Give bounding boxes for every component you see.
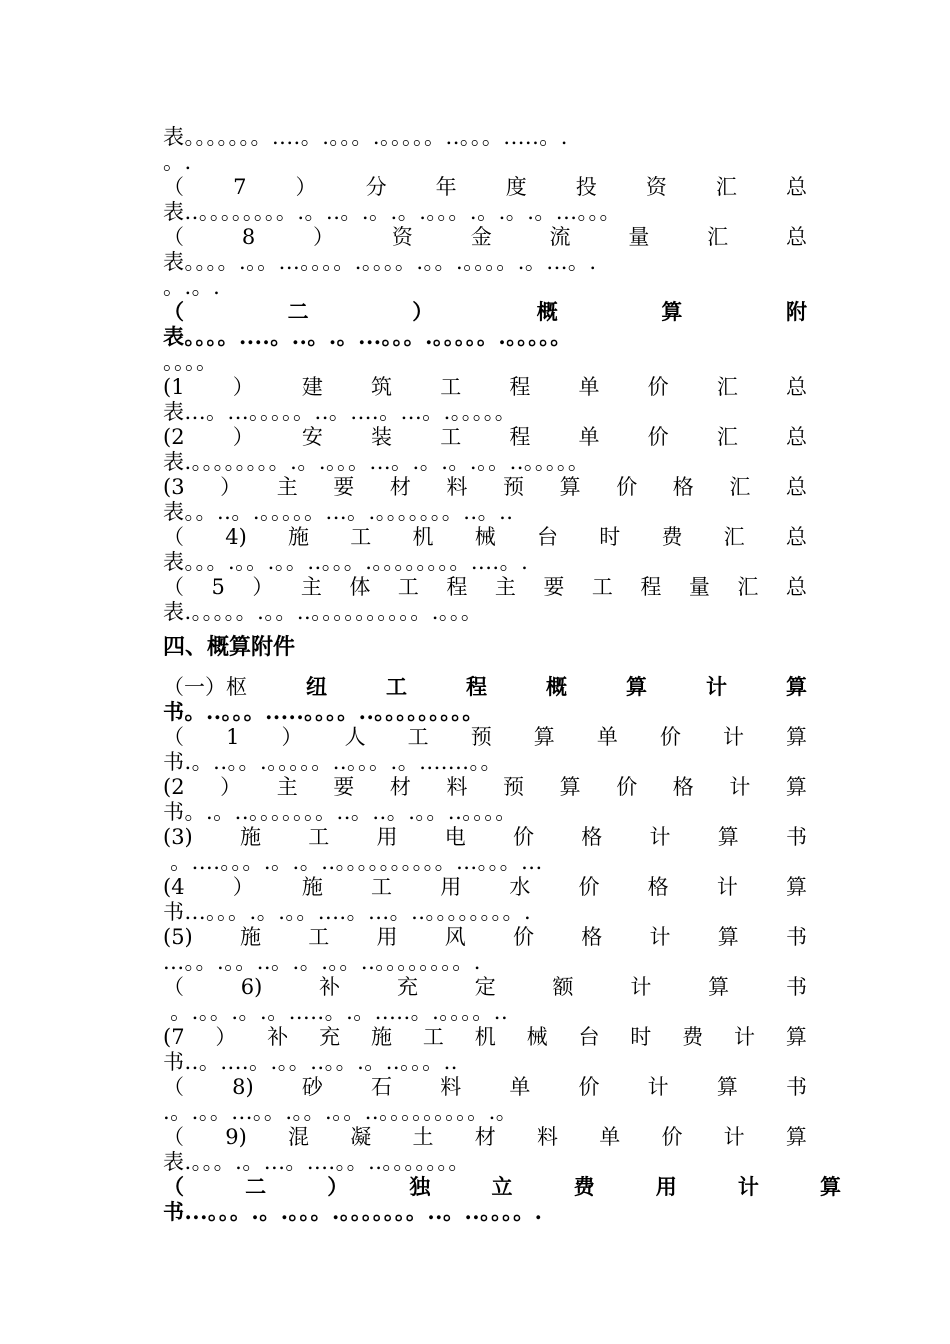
toc-leader-line: 表.。。。.。...。....。。..。。。。。。。: [163, 1150, 470, 1174]
toc-entry-main-work-quantity[interactable]: （ 5 ） 主 体 工 程 主 要 工 程 量 汇 总: [163, 575, 807, 599]
toc-entry-building-unit-price[interactable]: (1 ） 建 筑 工 程 单 价 汇 总: [163, 375, 807, 399]
toc-leader-line: 表。。。。....。..。.。...。。。.。。。。。.。。。。。: [163, 324, 572, 349]
toc-entry-annual-investment[interactable]: （ 7 ） 分 年 度 投 资 汇 总: [163, 175, 807, 199]
toc-leader-line: 表.。。。。。.。。..。。。。。。。。。。.。。。: [163, 600, 483, 624]
section-heading-estimate-attachments: 四、概算附件: [163, 634, 296, 660]
toc-leader-line: 书.。..。。.。。。。。..。。。.。.......。。: [163, 750, 502, 774]
toc-leader-line: ...。。.。。..。.。.。。..。。。。。。。。.: [163, 950, 481, 974]
toc-leader-line: 表。。。。。。。....。.。。。.。。。。。..。。。.....。.: [163, 125, 568, 149]
toc-entry-concrete-material-price[interactable]: （ 9) 混 凝 土 材 料 单 价 计 算: [163, 1125, 807, 1149]
toc-entry-labor-unit-price[interactable]: （ 1 ） 人 工 预 算 单 价 计 算: [163, 725, 807, 749]
toc-leader-line: 表。。。。.。。...。。。。.。。。。.。。.。。。。.。...。.: [163, 250, 597, 274]
toc-entry-electricity-price[interactable]: (3) 施 工 用 电 价 格 计 算 书: [163, 825, 807, 849]
toc-entry-aggregate-unit-price[interactable]: （ 8) 砂 石 料 单 价 计 算 书: [163, 1075, 807, 1099]
toc-leader-line: 表。。..。.。。。。。...。.。。。。。。。..。..: [163, 500, 514, 524]
toc-leader-line: 书..。....。.。。..。。.。..。。。..: [163, 1050, 458, 1074]
toc-leader-line: 书...。。。.。.。。....。...。..。。。。。。。。.: [163, 900, 532, 924]
toc-leader-line: 。....。。。.。.。..。。。。。。。。。。...。。。...: [163, 850, 543, 874]
toc-section-hub-calculation[interactable]: （一）枢 纽 工 程 概 算 计 算: [163, 674, 807, 699]
toc-entry-supplementary-quota[interactable]: （ 6) 补 充 定 额 计 算 书: [163, 975, 807, 999]
toc-entry-air-price[interactable]: (5) 施 工 用 风 价 格 计 算 书: [163, 925, 807, 949]
toc-leader-line: .。.。。...。。.。。.。。..。。。。。。。。。.。: [163, 1100, 518, 1124]
toc-leader-line: 。.: [163, 150, 192, 174]
toc-entry-material-price-calc[interactable]: (2 ） 主 要 材 料 预 算 价 格 计 算: [163, 775, 807, 799]
toc-leader-line: 表..。。。。。。。。.。..。.。.。.。。。.。.。.。...。。。: [163, 200, 621, 224]
toc-entry-cash-flow[interactable]: （ 8 ） 资 金 流 量 汇 总: [163, 225, 807, 249]
toc-leader-line: 表。。。.。。.。。..。。。.。。。。。。。。....。.: [163, 550, 529, 574]
toc-entry-supplementary-machine-hour[interactable]: (7 ） 补 充 施 工 机 械 台 时 费 计 算: [163, 1025, 807, 1049]
toc-entry-main-material-price[interactable]: (3 ） 主 要 材 料 预 算 价 格 汇 总: [163, 475, 807, 499]
toc-entry-water-price[interactable]: (4 ） 施 工 用 水 价 格 计 算: [163, 875, 807, 899]
toc-entry-machine-hour-cost[interactable]: （ 4) 施 工 机 械 台 时 费 汇 总: [163, 525, 807, 549]
toc-leader-line: 表.。。。。。。。。.。.。。。...。.。.。.。。..。。。。。: [163, 450, 590, 474]
toc-section-estimate-appendix[interactable]: （ 二 ） 概 算 附: [163, 299, 807, 324]
toc-leader-line: 书。..。。。.....。。。。..。。。。。。。。。: [163, 699, 484, 724]
toc-leader-line: 表...。...。。。。。..。....。...。.。。。。。: [163, 400, 517, 424]
toc-leader-line: 书。.。..。。。。。。。..。..。.。。..。。。。: [163, 800, 517, 824]
toc-section-independent-cost[interactable]: （ 二 ） 独 立 费 用 计 算: [163, 1174, 841, 1199]
toc-entry-installation-unit-price[interactable]: (2 ） 安 装 工 程 单 价 汇 总: [163, 425, 807, 449]
toc-leader-line: 。。。。: [163, 350, 218, 374]
toc-leader-line: 。.。.: [163, 275, 221, 299]
toc-leader-line: 书...。。。.。.。。。.。。。。。。。..。..。。。。.: [163, 1199, 543, 1224]
toc-leader-line: 。.。。.。.。.....。.。.....。.。。。。..: [163, 1000, 509, 1024]
